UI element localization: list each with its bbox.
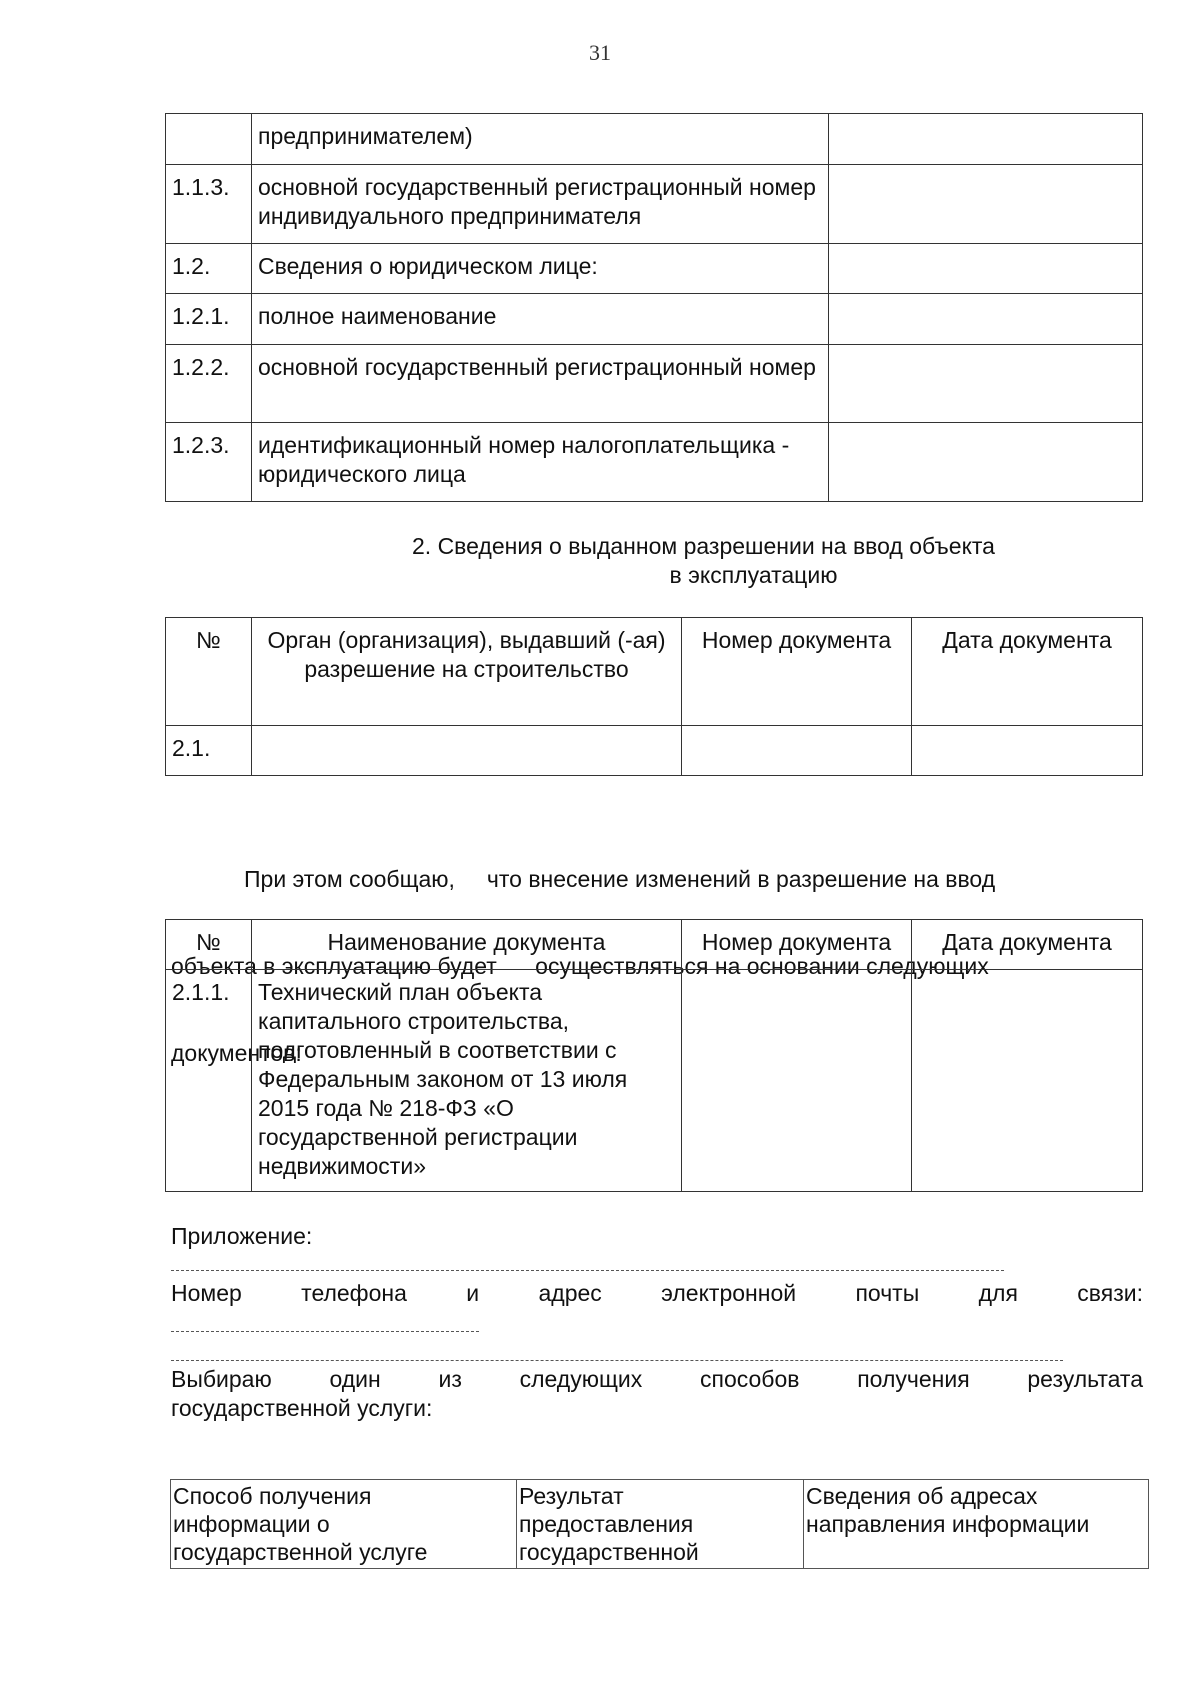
row-value-cell[interactable] bbox=[829, 244, 1143, 294]
row-number: 1.2.2. bbox=[166, 345, 252, 423]
row-text: основной государственный регистрационный номер индивидуального предпринимателя bbox=[252, 165, 829, 244]
choose-text-line-1: Выбираю один из следующих способов получения результата bbox=[171, 1366, 1143, 1392]
section-title-line-1: 2. Сведения о выданном разрешении на ввод объекта bbox=[412, 533, 995, 559]
documents-table bbox=[165, 919, 1143, 1192]
header-address: Сведения об адресах направления информации bbox=[804, 1480, 1149, 1569]
attachment-label: Приложение: bbox=[171, 1223, 313, 1249]
table-header-row bbox=[166, 618, 1143, 726]
applicant-info-table bbox=[165, 113, 1143, 502]
header-document-date: Дата документа bbox=[912, 920, 1143, 970]
attachment-line[interactable] bbox=[171, 1270, 1004, 1271]
result-method-table bbox=[170, 1479, 1149, 1569]
header-number: № bbox=[166, 920, 252, 970]
document-date-cell[interactable] bbox=[912, 970, 1143, 1192]
row-value-cell[interactable] bbox=[829, 423, 1143, 502]
row-number: 2.1.1. bbox=[166, 970, 252, 1192]
table-row bbox=[166, 345, 1143, 423]
row-value-cell[interactable] bbox=[829, 294, 1143, 345]
table-row bbox=[166, 294, 1143, 345]
section-title-line-2: в эксплуатацию bbox=[669, 562, 838, 588]
row-text: основной государственный регистрационный номер bbox=[252, 345, 829, 423]
paragraph-line-3: документов: bbox=[171, 1040, 302, 1066]
header-document-date: Дата документа bbox=[912, 618, 1143, 726]
table-row bbox=[166, 726, 1143, 776]
header-document-number: Номер документа bbox=[682, 920, 912, 970]
row-number: 2.1. bbox=[166, 726, 252, 776]
paragraph-line-2: объекта в эксплуатацию будет осуществляться на основании следующих bbox=[171, 953, 989, 979]
row-text: идентификационный номер налогоплательщика - юридического лица bbox=[252, 423, 829, 502]
header-result: Результат предоставления государственной bbox=[517, 1480, 804, 1569]
contact-label: Номер телефона и адрес электронной почты для связи: bbox=[171, 1280, 1143, 1306]
document-name-cell: Технический план объекта капитального строительства, подготовленный в соответствии с Федеральным законом от 13 июля 2015 года № 218-ФЗ «О государственной регистрации недвижимости» bbox=[252, 970, 682, 1192]
row-value-cell[interactable] bbox=[829, 345, 1143, 423]
document-date-cell[interactable] bbox=[912, 726, 1143, 776]
row-number: 1.2. bbox=[166, 244, 252, 294]
page-number: 31 bbox=[589, 40, 611, 65]
table-row bbox=[166, 244, 1143, 294]
row-text: полное наименование bbox=[252, 294, 829, 345]
section-2-title bbox=[165, 532, 1142, 590]
table-row bbox=[166, 165, 1143, 244]
row-number: 1.2.1. bbox=[166, 294, 252, 345]
row-value-cell[interactable] bbox=[829, 114, 1143, 165]
document-number-cell[interactable] bbox=[682, 726, 912, 776]
header-number: № bbox=[166, 618, 252, 726]
choose-text-line-2: государственной услуги: bbox=[171, 1395, 433, 1421]
table-header-row bbox=[171, 1480, 1149, 1569]
organ-cell[interactable] bbox=[252, 726, 682, 776]
row-text: Сведения о юридическом лице: bbox=[252, 244, 829, 294]
document-number-cell[interactable] bbox=[682, 970, 912, 1192]
row-number bbox=[166, 114, 252, 165]
contact-line-short[interactable] bbox=[171, 1331, 479, 1332]
table-row bbox=[166, 114, 1143, 165]
permit-info-table bbox=[165, 617, 1143, 776]
header-document-name: Наименование документа bbox=[252, 920, 682, 970]
row-number: 1.2.3. bbox=[166, 423, 252, 502]
table-header-row bbox=[166, 920, 1143, 970]
table-row bbox=[166, 970, 1143, 1192]
table-row bbox=[166, 423, 1143, 502]
row-number: 1.1.3. bbox=[166, 165, 252, 244]
contact-line-long[interactable] bbox=[171, 1360, 1063, 1361]
row-text: предпринимателем) bbox=[252, 114, 829, 165]
header-organ: Орган (организация), выдавший (-ая) разрешение на строительство bbox=[252, 618, 682, 726]
row-value-cell[interactable] bbox=[829, 165, 1143, 244]
header-document-number: Номер документа bbox=[682, 618, 912, 726]
paragraph-line-1: При этом сообщаю, что внесение изменений в разрешение на ввод bbox=[244, 866, 996, 892]
header-method: Способ получения информации о государственной услуге bbox=[171, 1480, 517, 1569]
